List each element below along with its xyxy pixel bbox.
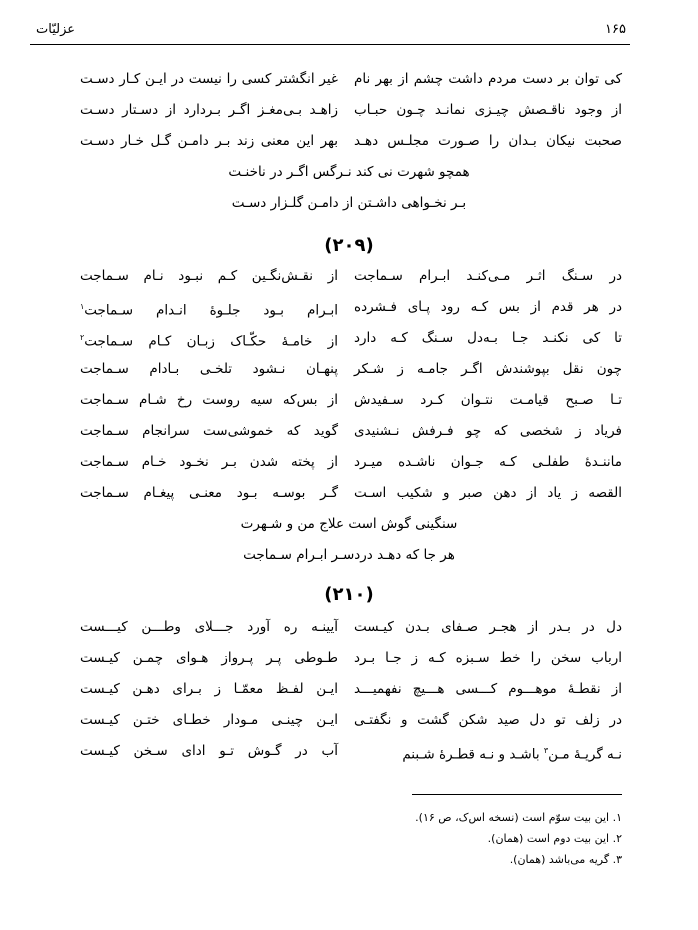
- header-rule: [30, 44, 630, 45]
- verse-right: ارباب سخن را خط سـبزه کـه ز جـا بـرد: [354, 650, 622, 666]
- verse-text: باشـد و نـه قطـرۀ شـبنم: [402, 746, 544, 763]
- verse-left: از پخته شدن بـر نخـود خـام سـماجت: [80, 454, 338, 470]
- verse-left: [80, 298, 338, 320]
- verse-right: تا کی نکنـد جـا بـه‌دل سـنگ کـه دارد: [354, 330, 622, 346]
- final-verse: بـر نخـواهی داشـتن از دامـن گلـزار دسـت: [231, 195, 467, 211]
- poem-number: (۲۱۰): [324, 584, 374, 605]
- verse-left: بهر این معنی زند بـر دامـن گـل خـار دسـت: [80, 133, 338, 149]
- verse-right: چون نقل بپوشندش اگـر جامـه ز شـکر: [354, 361, 622, 377]
- verse-text: ابـرام بـود جلـوۀ انـدام سـماجت: [84, 302, 338, 319]
- final-verse: هر جا که دهـد دردسـر ابـرام سـماجت: [243, 547, 455, 563]
- footnote-ref: ۱: [80, 302, 85, 311]
- verse-left: ایـن لفـظ معمّـا ز بـرای دهـن کیـست: [80, 681, 338, 697]
- verse-left: [80, 329, 338, 351]
- verse-left: آب در گـوش تـو ادای سـخن کیـست: [80, 743, 338, 759]
- verse-right: در سـنگ اثـر مـی‌کنـد ابـرام سـماجت: [354, 268, 622, 284]
- section-title: عزلیّات: [36, 22, 76, 37]
- verse-left: پنهـان نـشود تلخـی بـادام سـماجت: [80, 361, 338, 377]
- footnote: ۱. این بیت سوّم است (نسخه اس‌ک، ص ۱۶).: [415, 811, 622, 824]
- footnote: ۳. گریه می‌باشد (همان).: [509, 853, 622, 866]
- verse-left: از بس‌که سیه روست رخ شـام سـماجت: [80, 392, 338, 408]
- verse-right: تـا صـبح قیامـت نتـوان کـرد سـفیدش: [354, 392, 622, 408]
- footnote: ۲. این بیت دوم است (همان).: [487, 832, 622, 845]
- footnote-rule: [412, 794, 622, 795]
- verse-right: صحبت نیکان بـدان را صـورت مجلـس دهـد: [354, 133, 622, 149]
- final-verse: همچو شهرت نی کند نـرگس اگـر در ناخنـت: [228, 164, 470, 180]
- final-verse: سنگینی گوش است علاج من و شـهرت: [240, 516, 458, 532]
- footnote-ref: ۳: [543, 746, 549, 755]
- verse-right: ماننـدۀ طفلـی کـه جـوان ناشـده میـرد: [354, 454, 622, 470]
- verse-right: القصه ز یاد از دهن صبر و شکیب اسـت: [354, 485, 622, 501]
- verse-right: از وجود ناقـصش چیـزی نمانـد چـون حبـاب: [354, 102, 622, 118]
- verse-left: آیینـه ره آورد جـــلای وطـــن کیـــست: [80, 619, 338, 635]
- poem-number: (۲۰۹): [324, 235, 374, 256]
- verse-right: در زلف تو دل صید شکن گشت و نگفتـی: [354, 712, 622, 728]
- verse-left: غیر انگشتر کسی را نیست در ایـن کـار دسـت: [80, 71, 338, 87]
- verse-right: کی توان بر دست مردم داشت چشم از بهر نام: [354, 71, 622, 87]
- verse-left: گوید که خموشی‌ست سرانجام سـماجت: [80, 423, 338, 439]
- verse-right: در هر قدم از بس کـه رود پـای فـشرده: [354, 299, 622, 315]
- footnote-ref: ۲: [80, 333, 85, 342]
- verse-text: از خامـۀ حکّـاک زبـان کـام سـماجت: [84, 333, 338, 350]
- verse-left: از نقـش‌نگـین کـم نبـود نـام سـماجت: [80, 268, 338, 284]
- page-header: [36, 22, 626, 42]
- verse-right: [354, 742, 622, 764]
- verse-left: ایـن چینـی مـودار خطـای ختـن کیـست: [80, 712, 338, 728]
- verse-text: نـه گریـۀ مـن: [548, 746, 622, 763]
- verse-left: طـوطی پـر پـرواز هـوای چمـن کیـست: [80, 650, 338, 666]
- verse-right: دل در بـدر از هجـر صـفای بـدن کیـست: [354, 619, 622, 635]
- verse-right: فریاد ز شخصی که چو فـرفش نـشنیدی: [354, 423, 622, 439]
- verse-right: از نقطـۀ موهـــوم کـــسی هـــیچ نفهمیـــد: [354, 681, 622, 697]
- page-number: ۱۶۵: [605, 22, 626, 37]
- verse-left: گـر بوسـه بـود معنـی پیغـام سـماجت: [80, 485, 338, 501]
- verse-left: زاهـد بـی‌مغـز اگـر بـردارد از دسـتار دسـت: [80, 102, 338, 118]
